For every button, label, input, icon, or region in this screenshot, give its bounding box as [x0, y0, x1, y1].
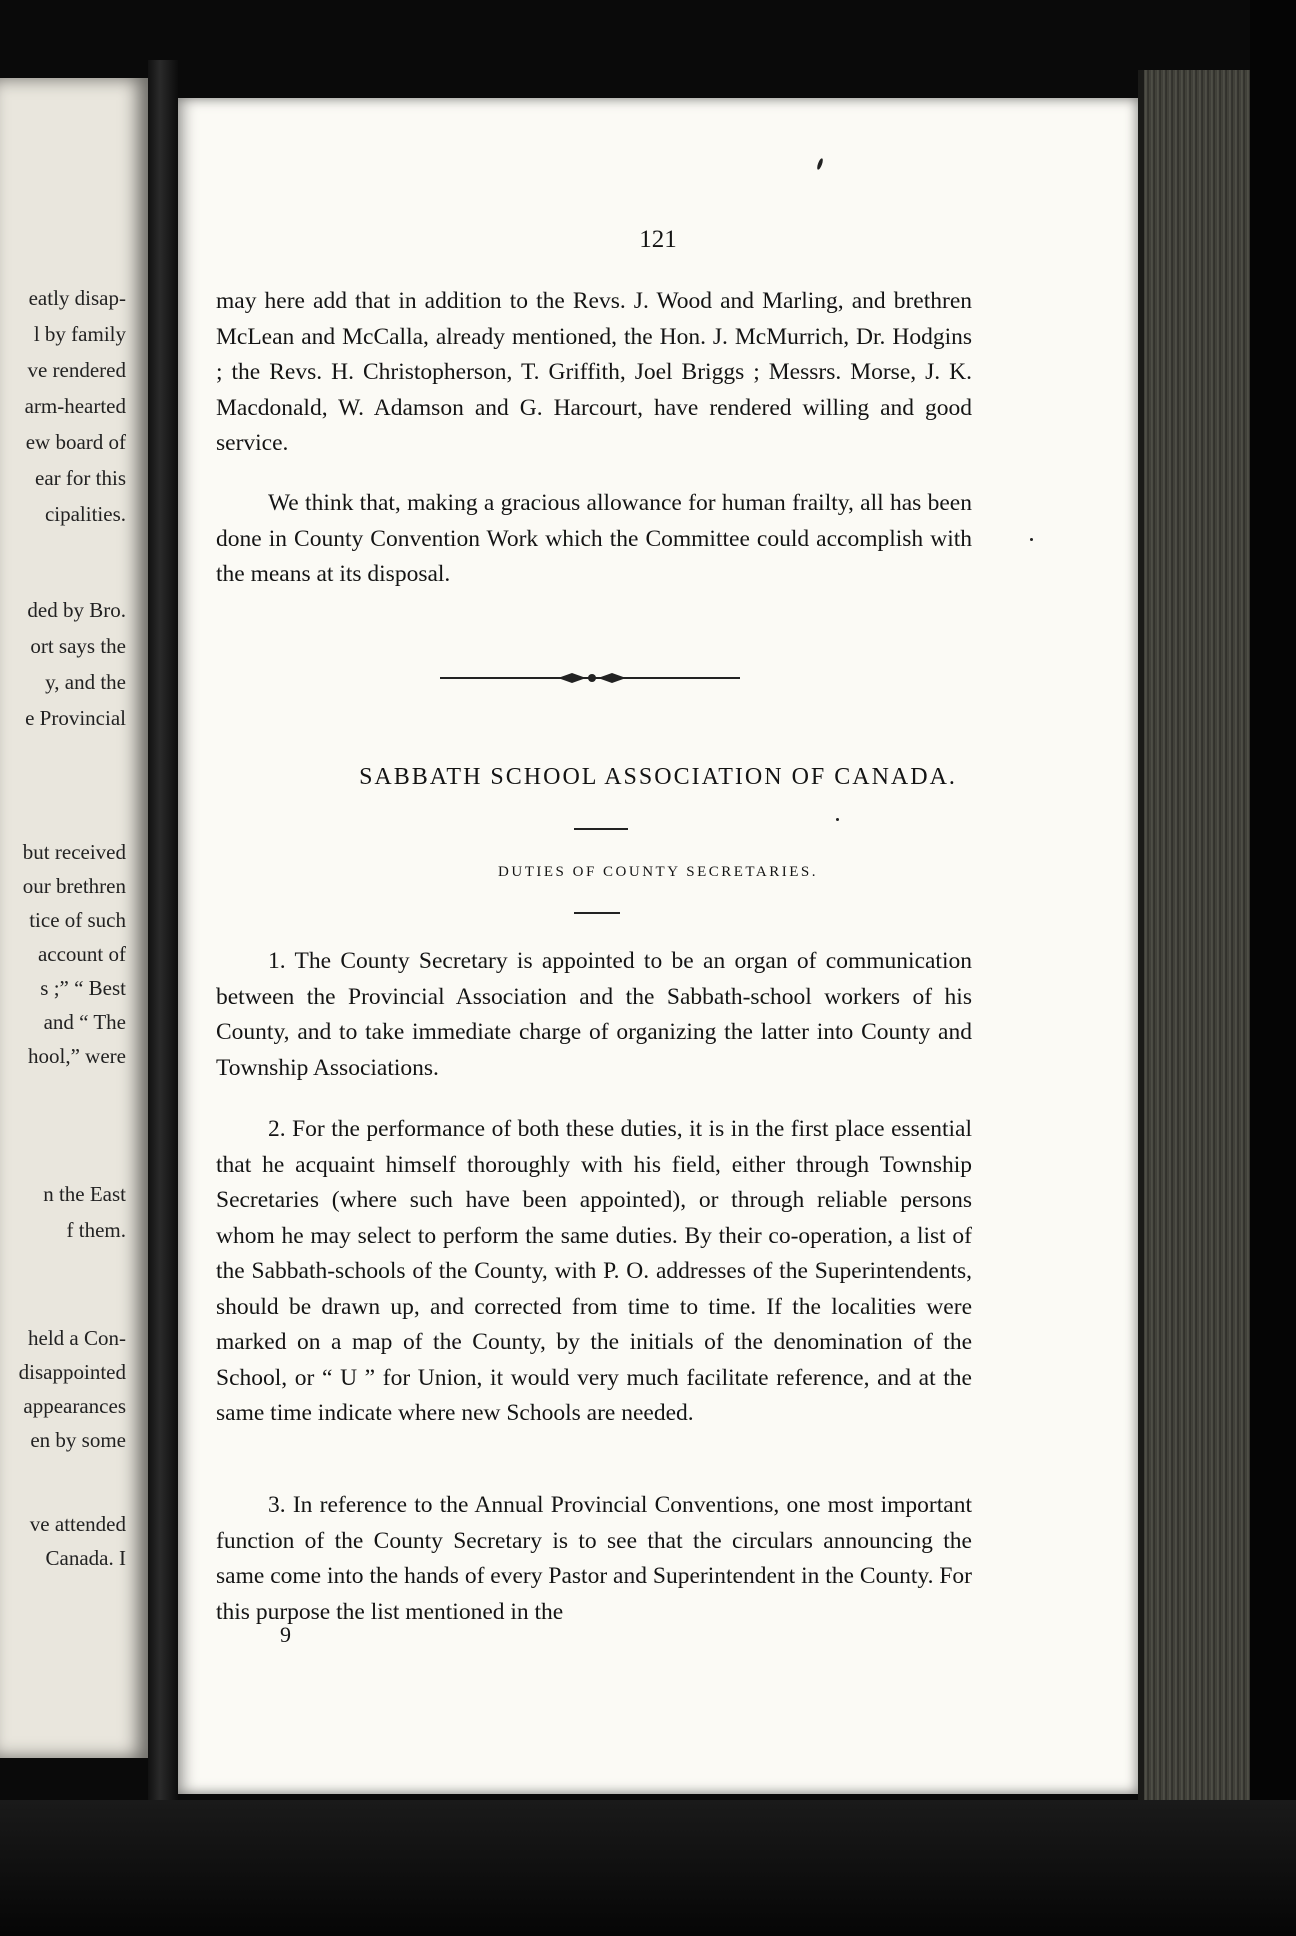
section-ornament: [440, 670, 740, 686]
duty-paragraph: 1. The County Secretary is appointed to be an organ of communication between the Provincial Association and the Sabbath-school workers of his County, and to take immediate charge of organizing the latter into County and Township Associations.: [216, 948, 972, 1081]
left-page-fragment: e Provincial: [25, 706, 126, 730]
left-page-fragment: ve rendered: [27, 358, 126, 382]
left-page-fragment: Canada. I: [45, 1546, 126, 1570]
left-page-fragment: ear for this: [35, 466, 126, 490]
left-page-fragment: but received: [22, 840, 126, 864]
title-rule: [574, 828, 628, 830]
section-subtitle: DUTIES OF COUNTY SECRETARIES.: [498, 864, 818, 880]
closing-text: [216, 486, 972, 593]
duty-3-block: [216, 1488, 972, 1630]
left-page-fragment: our brethren: [22, 874, 126, 898]
scan-bottom-border: [0, 1800, 1296, 1936]
page-number: 121: [639, 226, 677, 253]
ink-speck: [1030, 538, 1033, 541]
signature-mark: 9: [280, 1622, 291, 1647]
left-page-fragment: n the East: [43, 1182, 126, 1206]
left-page-fragment: y, and the: [45, 670, 126, 694]
duty-2-block: [216, 1112, 972, 1432]
left-page-fragment: f them.: [66, 1218, 126, 1242]
left-page-fragment: and “ The: [43, 1010, 126, 1034]
opening-paragraph: may here add that in addition to the Revs. J. Wood and Marling, and brethren McLean and McCalla, already mentioned, the Hon. J. McMurrich, Dr. Hodgins ; the Revs. H. Christopherson, T. Griffith, Joel Briggs ; Messrs. Morse, J. K. Macdonald, W. Adamson and G. Harcourt, have rendered willing and good service.: [216, 288, 972, 456]
left-page-fragment: eatly disap-: [28, 286, 126, 310]
left-page-fragment: s ;” “ Best: [40, 976, 126, 1000]
left-page-fragment: l by family: [33, 322, 126, 346]
left-page-fragment: en by some: [30, 1428, 126, 1452]
left-facing-page: [0, 78, 148, 1758]
left-page-fragment: tice of such: [29, 908, 126, 932]
scan-border: [1250, 0, 1296, 1936]
left-page-fragment: hool,” were: [28, 1044, 126, 1068]
section-title: SABBATH SCHOOL ASSOCIATION OF CANADA.: [359, 764, 957, 790]
left-page-fragment: arm-hearted: [24, 394, 126, 418]
left-page-fragment: appearances: [23, 1394, 126, 1418]
opening-text: [216, 284, 972, 462]
left-page-fragment: ve attended: [29, 1512, 126, 1536]
left-page-fragment: account of: [37, 942, 126, 966]
duty-paragraph: 3. In reference to the Annual Provincial Conventions, one most important function of the County Secretary is to see that the circulars announcing the same come into the hands of every Pastor and Superintendent in the County. For this purpose the list mentioned in the: [216, 1492, 972, 1625]
ink-speck: [836, 818, 839, 821]
book-gutter: [148, 60, 178, 1820]
closing-paragraph: We think that, making a gracious allowance for human frailty, all has been done in County Convention Work which the Committee could accomplish with the means at its disposal.: [216, 490, 972, 587]
left-page-fragment: ort says the: [30, 634, 126, 658]
subtitle-rule: [574, 912, 620, 914]
left-page-fragment: disappointed: [18, 1360, 126, 1384]
left-page-fragment: held a Con-: [28, 1326, 126, 1350]
duty-1-block: [216, 944, 972, 1086]
left-page-fragment: ded by Bro.: [27, 598, 126, 622]
left-page-fragment: cipalities.: [44, 502, 126, 526]
duty-paragraph: 2. For the performance of both these duties, it is in the first place essential that he acquaint himself thoroughly with his field, either through Township Secretaries (where such have been appointed), or through reliable persons whom he may select to perform the same duties. By their co-operation, a list of the Sabbath-schools of the County, with P. O. addresses of the Superintendents, should be drawn up, and corrected from time to time. If the localities were marked on a map of the County, by the initials of the denomination of the School, or “ U ” for Union, it would very much facilitate reference, and at the same time indicate where new Schools are needed.: [216, 1116, 972, 1426]
left-page-fragment: ew board of: [25, 430, 126, 454]
